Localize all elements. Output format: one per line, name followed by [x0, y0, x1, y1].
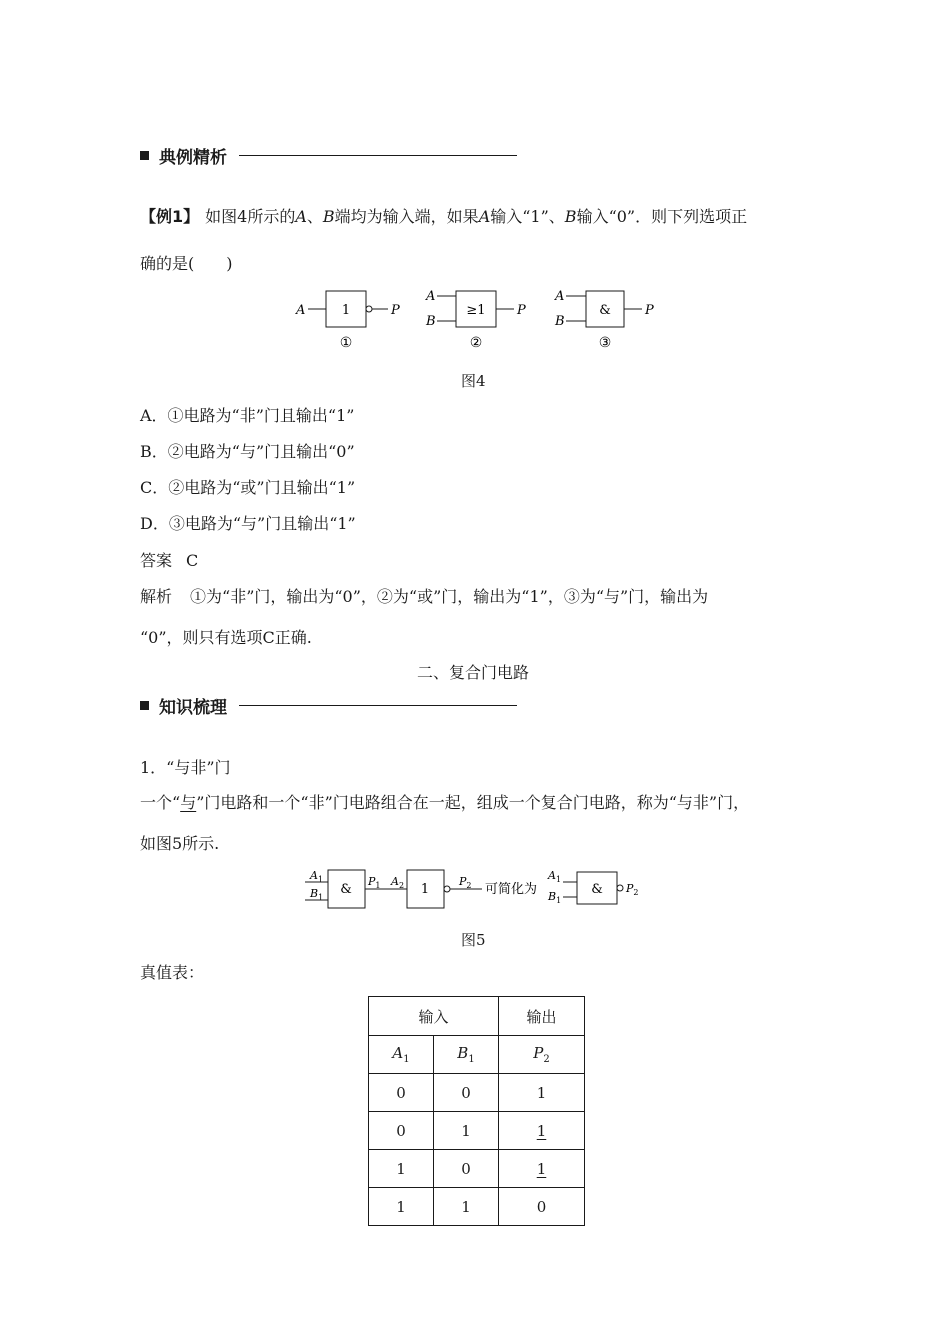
var-a: A [295, 207, 307, 226]
var-b: B [564, 207, 577, 226]
truth-table-label: 真值表： [140, 963, 205, 982]
gate-output-label: P [391, 303, 400, 318]
table-row [369, 1188, 585, 1226]
gate-output-label: P [517, 303, 526, 318]
or-gate [425, 289, 526, 351]
separator: 、 [306, 207, 323, 226]
svg-text:P1: $P_1$ [368, 875, 381, 890]
table-cell: 1 [434, 1112, 499, 1150]
gate-symbol: 1 [420, 882, 430, 897]
question-text: 如图4所示的 [205, 207, 296, 226]
gate-symbol: & [340, 882, 352, 897]
table-cell [499, 1150, 585, 1188]
paragraph-text: 一个“ [140, 793, 181, 812]
example-question-line1 [140, 207, 747, 227]
figure-5-caption: 图5 [461, 931, 486, 949]
gate-input-label: A [426, 289, 436, 304]
analysis-line2: “0”，则只有选项C正确. [140, 628, 312, 647]
question-text: 端均为输入端，如果 [334, 207, 479, 226]
var-b: B [322, 207, 335, 226]
svg-text:A1: $A_1$ [548, 869, 562, 884]
gate-number: ② [469, 335, 483, 351]
table-cell: 0 [434, 1074, 499, 1112]
bullet-square-icon [140, 151, 149, 160]
analysis-line1 [140, 587, 708, 607]
item-1-paragraph-line2: 如图5所示. [140, 834, 220, 853]
analysis-text: ①为“非”门，输出为“0”，②为“或”门，输出为“1”，③为“与”门，输出为 [190, 587, 709, 606]
option-a: A．①电路为“非”门且输出“1” [140, 406, 355, 425]
header-output: 输出 [499, 997, 585, 1036]
question-text: 输入“1”、 [490, 207, 565, 226]
gate-number: ③ [598, 335, 612, 351]
table-cell: 1 [434, 1188, 499, 1226]
example-question-line2: 确的是( ) [140, 254, 233, 273]
question-text: 输入“0”．则下列选项正 [576, 207, 748, 226]
option-c: C．②电路为“或”门且输出“1” [140, 478, 356, 497]
svg-text:P2: $P_2$ [459, 875, 472, 890]
underlined-answer: 1 [536, 1159, 547, 1178]
column-header: $A_1$ [369, 1036, 434, 1074]
svg-text:P2: $P_2$ [626, 882, 639, 897]
example-tag: 【例1】 [140, 207, 200, 226]
svg-text:A1: $A_1$ [310, 869, 324, 884]
svg-text:B1: $B_1$ [310, 887, 324, 902]
figure-4-logic-gates [290, 285, 670, 355]
table-row [369, 1074, 585, 1112]
gate-symbol: ≥1 [466, 303, 486, 318]
option-d: D．③电路为“与”门且输出“1” [140, 514, 356, 533]
table-cell: 0 [369, 1074, 434, 1112]
answer-value: C [186, 551, 199, 570]
option-b: B．②电路为“与”门且输出“0” [140, 442, 355, 461]
table-cell [499, 1112, 585, 1150]
figure-5-nand-gate [300, 860, 660, 915]
item-1-heading: 1．“与非”门 [140, 758, 231, 777]
bullet-square-icon [140, 701, 149, 710]
gate-input-label: B [555, 314, 565, 329]
and-gate [554, 289, 654, 351]
section-header-examples [140, 143, 517, 167]
and-gate [305, 869, 407, 908]
table-row [369, 1150, 585, 1188]
table-cell: 1 [369, 1150, 434, 1188]
answer-line [140, 551, 198, 571]
paragraph-text: ”门电路和一个“非”门电路组合在一起，组成一个复合门电路，称为“与非”门， [196, 793, 750, 812]
column-header: $P_2$ [499, 1036, 585, 1074]
section-rule [239, 705, 517, 706]
table-cell: 1 [369, 1188, 434, 1226]
table-column-row [369, 1036, 585, 1074]
gate-symbol: 1 [341, 303, 351, 318]
section-header-knowledge [140, 693, 517, 717]
gate-number: ① [339, 335, 353, 351]
svg-text:A2: $A_2$ [391, 875, 405, 890]
column-header: $B_1$ [434, 1036, 499, 1074]
gate-symbol: & [599, 303, 611, 318]
answer-label: 答案 [140, 551, 173, 570]
simplify-text: 可简化为 [485, 882, 538, 897]
not-gate [407, 870, 482, 908]
underlined-answer: 1 [536, 1121, 547, 1140]
var-a: A [478, 207, 491, 226]
table-header-row [369, 997, 585, 1036]
header-input: 输入 [369, 997, 499, 1036]
part-2-title: 二、复合门电路 [417, 663, 530, 682]
table-cell: 1 [499, 1074, 585, 1112]
section-rule [239, 155, 517, 156]
gate-input-label: A [555, 289, 565, 304]
table-cell: 0 [499, 1188, 585, 1226]
section-title: 知识梳理 [159, 697, 227, 718]
table-cell: 0 [369, 1112, 434, 1150]
gate-input-label: A [296, 303, 306, 318]
figure-4-caption: 图4 [461, 372, 486, 390]
not-gate [295, 291, 400, 351]
truth-table [368, 996, 585, 1226]
gate-symbol: & [591, 882, 603, 897]
table-cell: 0 [434, 1150, 499, 1188]
table-row [369, 1112, 585, 1150]
section-title: 典例精析 [159, 147, 227, 168]
gate-input-label: B [426, 314, 436, 329]
underlined-answer: 与 [180, 793, 197, 812]
gate-output-label: P [645, 303, 654, 318]
svg-text:B1: $B_1$ [548, 890, 562, 905]
item-1-paragraph-line1 [140, 793, 749, 813]
nand-gate [547, 869, 639, 905]
analysis-label: 解析 [140, 587, 173, 606]
